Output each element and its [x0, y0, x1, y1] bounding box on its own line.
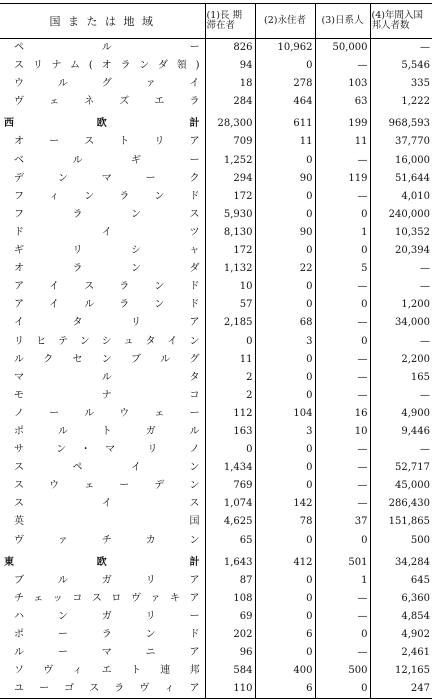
statistics-table: [0, 3, 432, 699]
long-term-cell: 57: [205, 296, 255, 314]
nikkei-cell: 63: [315, 93, 370, 111]
country-name: オ ー ス ト リ ア: [14, 136, 200, 148]
long-term-cell: 163: [205, 423, 255, 441]
annual-entries-cell: 6,360: [370, 590, 432, 608]
permanent-cell: 0: [255, 590, 315, 608]
permanent-cell: 0: [255, 242, 315, 260]
table-row: [0, 333, 432, 351]
long-term-cell: 1,252: [205, 152, 255, 170]
long-term-cell: 87: [205, 572, 255, 590]
country-name: ド イ ツ: [14, 226, 200, 238]
nikkei-cell: 37: [315, 513, 370, 531]
annual-entries-cell: 4,902: [370, 626, 432, 644]
long-term-cell: 0: [205, 441, 255, 459]
country-name: リヒテンシュタイン: [14, 335, 200, 347]
long-term-cell: 769: [205, 477, 255, 495]
annual-entries-cell: 2,200: [370, 351, 432, 369]
permanent-cell: 78: [255, 513, 315, 531]
permanent-cell: 0: [255, 608, 315, 626]
table-row: [0, 423, 432, 441]
nikkei-cell: —: [315, 608, 370, 626]
header-row: [0, 4, 432, 39]
annual-entries-cell: 4,010: [370, 188, 432, 206]
nikkei-cell: —: [315, 152, 370, 170]
subtotal-row: [0, 115, 432, 133]
long-term-cell: 284: [205, 93, 255, 111]
nikkei-cell: 0: [315, 206, 370, 224]
annual-entries-cell: 286,430: [370, 495, 432, 513]
table-body: [0, 39, 432, 699]
annual-entries-cell: 335: [370, 75, 432, 93]
table-row: [0, 242, 432, 260]
nikkei-cell: —: [315, 314, 370, 332]
permanent-cell: 0: [255, 532, 315, 550]
long-term-cell: 8,130: [205, 224, 255, 242]
country-name: ウ ル グ ァ イ: [14, 78, 200, 90]
table-row: [0, 459, 432, 477]
annual-entries-cell: —: [370, 333, 432, 351]
annual-entries-cell: 4,900: [370, 405, 432, 423]
country-name: ヴ ァ チ カ ン: [14, 534, 200, 546]
country-name: モ ナ コ: [14, 389, 200, 401]
country-name: ポ ル ト ガ ル: [14, 425, 200, 437]
annual-entries-cell: 37,770: [370, 133, 432, 151]
annual-entries-cell: 151,865: [370, 513, 432, 531]
long-term-cell: 0: [205, 333, 255, 351]
long-term-cell: 65: [205, 532, 255, 550]
table-row: [0, 369, 432, 387]
long-term-cell: 294: [205, 170, 255, 188]
permanent-cell: 104: [255, 405, 315, 423]
annual-entries-cell: 1,222: [370, 93, 432, 111]
country-name: イ タ リ ア: [14, 317, 200, 329]
nikkei-cell: 1: [315, 224, 370, 242]
permanent-cell: 0: [255, 206, 315, 224]
table-row: [0, 644, 432, 662]
annual-entries-cell: —: [370, 278, 432, 296]
nikkei-cell: —: [315, 188, 370, 206]
annual-entries-cell: 45,000: [370, 477, 432, 495]
long-term-cell: 584: [205, 662, 255, 680]
annual-entries-cell: 4,854: [370, 608, 432, 626]
long-term-cell: 1,074: [205, 495, 255, 513]
long-term-cell: 709: [205, 133, 255, 151]
annual-entries-cell: 240,000: [370, 206, 432, 224]
country-name: デ ン マ ー ク: [14, 172, 200, 184]
table-row: [0, 170, 432, 188]
nikkei-cell: 11: [315, 133, 370, 151]
annual-entries-cell: 1,200: [370, 296, 432, 314]
long-term-cell: 96: [205, 644, 255, 662]
permanent-cell: 3: [255, 333, 315, 351]
permanent-cell: 22: [255, 260, 315, 278]
nikkei-cell: 0: [315, 296, 370, 314]
country-name: フ ラ ン ス: [14, 208, 200, 220]
table-row: [0, 662, 432, 680]
annual-entries-cell: 9,446: [370, 423, 432, 441]
nikkei-cell: 5: [315, 260, 370, 278]
nikkei-cell: 50,000: [315, 39, 370, 58]
table-row: [0, 206, 432, 224]
nikkei-cell: 103: [315, 75, 370, 93]
annual-entries-cell: 247: [370, 680, 432, 699]
table-row: [0, 513, 432, 531]
permanent-cell: 278: [255, 75, 315, 93]
nikkei-cell: —: [315, 459, 370, 477]
long-term-cell: 826: [205, 39, 255, 58]
permanent-cell: 6: [255, 680, 315, 699]
permanent-cell: 0: [255, 152, 315, 170]
table-row: [0, 680, 432, 699]
permanent-cell: 3: [255, 423, 315, 441]
long-term-cell: 11: [205, 351, 255, 369]
country-name: ル ク セ ン ブ ル グ: [14, 353, 200, 365]
nikkei-cell: —: [315, 441, 370, 459]
country-name: ソ ヴ ィ エ ト 連 邦: [14, 665, 200, 677]
long-term-cell: 2: [205, 369, 255, 387]
annual-entries-cell: 52,717: [370, 459, 432, 477]
long-term-cell: 94: [205, 57, 255, 75]
long-term-cell: 1,434: [205, 459, 255, 477]
nikkei-cell: 1: [315, 572, 370, 590]
long-term-cell: 5,930: [205, 206, 255, 224]
long-term-cell: 172: [205, 188, 255, 206]
annual-entries-cell: 500: [370, 532, 432, 550]
table-row: [0, 532, 432, 550]
annual-entries-cell: 12,165: [370, 662, 432, 680]
nikkei-cell: —: [315, 57, 370, 75]
annual-entries-cell: 5,546: [370, 57, 432, 75]
annual-entries-cell: 968,593: [370, 115, 432, 133]
country-name: ペ ル ー: [14, 42, 200, 53]
header-permanent-residents: (2)永住者: [255, 4, 315, 39]
table-row: [0, 351, 432, 369]
annual-entries-cell: 34,284: [370, 554, 432, 572]
permanent-cell: 142: [255, 495, 315, 513]
country-name: ス ウ ェ ー デ ン: [14, 480, 200, 492]
table-row: [0, 188, 432, 206]
country-name: サ ン・マ リ ノ: [14, 444, 200, 456]
nikkei-cell: 0: [315, 680, 370, 699]
annual-entries-cell: 16,000: [370, 152, 432, 170]
nikkei-cell: 0: [315, 532, 370, 550]
permanent-cell: 0: [255, 369, 315, 387]
country-name: ギ リ シ ャ: [14, 245, 200, 257]
country-name: ハ ン ガ リ ー: [14, 610, 200, 622]
table-row: [0, 296, 432, 314]
nikkei-cell: —: [315, 351, 370, 369]
permanent-cell: 0: [255, 351, 315, 369]
long-term-cell: 2,185: [205, 314, 255, 332]
country-name: 西 欧 計: [4, 118, 200, 130]
country-name: ヴ ェ ネ ズ エ ラ: [14, 96, 200, 108]
permanent-cell: 0: [255, 644, 315, 662]
header-nikkei: (3)日系人: [315, 4, 370, 39]
nikkei-cell: —: [315, 644, 370, 662]
table-row: [0, 133, 432, 151]
country-name: ス ペ イ ン: [14, 462, 200, 474]
country-name: ア イ ス ラ ン ド: [14, 281, 200, 293]
table-row: [0, 152, 432, 170]
nikkei-cell: —: [315, 387, 370, 405]
long-term-cell: 10: [205, 278, 255, 296]
annual-entries-cell: —: [370, 260, 432, 278]
permanent-cell: 0: [255, 387, 315, 405]
country-name: ノ ー ル ウ ェ ー: [14, 407, 200, 419]
annual-entries-cell: 2,461: [370, 644, 432, 662]
permanent-cell: 412: [255, 554, 315, 572]
header-annual-entries: (4)年間入国 邦人者数: [370, 4, 432, 39]
permanent-cell: 0: [255, 572, 315, 590]
long-term-cell: 1,132: [205, 260, 255, 278]
nikkei-cell: —: [315, 369, 370, 387]
table-row: [0, 224, 432, 242]
nikkei-cell: —: [315, 477, 370, 495]
country-name: ポ ー ラ ン ド: [14, 629, 200, 640]
annual-entries-cell: 20,394: [370, 242, 432, 260]
nikkei-cell: 0: [315, 333, 370, 351]
country-name: 東 欧 計: [4, 556, 200, 568]
long-term-cell: 202: [205, 626, 255, 644]
annual-entries-cell: 645: [370, 572, 432, 590]
permanent-cell: 11: [255, 133, 315, 151]
long-term-cell: 110: [205, 680, 255, 699]
nikkei-cell: —: [315, 278, 370, 296]
long-term-cell: 108: [205, 590, 255, 608]
annual-entries-cell: 165: [370, 369, 432, 387]
country-name: マ ル タ: [14, 371, 200, 383]
nikkei-cell: 10: [315, 423, 370, 441]
table-row: [0, 626, 432, 644]
nikkei-cell: 0: [315, 242, 370, 260]
permanent-cell: 90: [255, 170, 315, 188]
country-name: オ ラ ン ダ: [14, 263, 200, 275]
table-row: [0, 405, 432, 423]
permanent-cell: 0: [255, 459, 315, 477]
table-row: [0, 57, 432, 75]
country-name: チェッコスロヴァキア: [14, 592, 200, 604]
nikkei-cell: 199: [315, 115, 370, 133]
nikkei-cell: 501: [315, 554, 370, 572]
nikkei-cell: 119: [315, 170, 370, 188]
permanent-cell: 6: [255, 626, 315, 644]
permanent-cell: 0: [255, 57, 315, 75]
long-term-cell: 18: [205, 75, 255, 93]
country-name: 英 国: [14, 516, 200, 528]
country-name: スリナム(オランダ領): [14, 60, 200, 72]
long-term-cell: 172: [205, 242, 255, 260]
permanent-cell: 0: [255, 441, 315, 459]
table-row: [0, 75, 432, 93]
long-term-cell: 69: [205, 608, 255, 626]
nikkei-cell: 0: [315, 626, 370, 644]
header-long-term-residents: (1)長 期 滞在者: [205, 4, 255, 39]
table-row: [0, 278, 432, 296]
table-row: [0, 608, 432, 626]
permanent-cell: 0: [255, 296, 315, 314]
long-term-cell: 1,643: [205, 554, 255, 572]
country-name: ア イ ル ラ ン ド: [14, 299, 200, 311]
permanent-cell: 0: [255, 278, 315, 296]
permanent-cell: 464: [255, 93, 315, 111]
table-row: [0, 477, 432, 495]
permanent-cell: 68: [255, 314, 315, 332]
country-name: ル ー マ ニ ア: [14, 647, 200, 659]
country-name: フ ィ ン ラ ン ド: [14, 190, 200, 202]
permanent-cell: 0: [255, 477, 315, 495]
country-name: ベ ル ギ ー: [14, 154, 200, 166]
annual-entries-cell: —: [370, 387, 432, 405]
country-name: ユ ー ゴ ス ラ ヴ ィ ア: [0, 680, 205, 699]
table-row: [0, 39, 432, 58]
table-row: [0, 387, 432, 405]
annual-entries-cell: —: [370, 441, 432, 459]
permanent-cell: 90: [255, 224, 315, 242]
nikkei-cell: 500: [315, 662, 370, 680]
annual-entries-cell: —: [370, 39, 432, 58]
table-row: [0, 260, 432, 278]
permanent-cell: 611: [255, 115, 315, 133]
permanent-cell: 10,962: [255, 39, 315, 58]
subtotal-row: [0, 554, 432, 572]
nikkei-cell: 16: [315, 405, 370, 423]
country-name: ブ ル ガ リ ア: [14, 574, 200, 586]
table-row: [0, 314, 432, 332]
nikkei-cell: —: [315, 590, 370, 608]
long-term-cell: 2: [205, 387, 255, 405]
table-row: [0, 441, 432, 459]
header-country: 国 ま た は 地 域: [0, 4, 205, 39]
permanent-cell: 400: [255, 662, 315, 680]
annual-entries-cell: 51,644: [370, 170, 432, 188]
country-name: ス イ ス: [14, 498, 200, 510]
nikkei-cell: —: [315, 495, 370, 513]
annual-entries-cell: 10,352: [370, 224, 432, 242]
table-row: [0, 572, 432, 590]
table-row: [0, 93, 432, 111]
long-term-cell: 112: [205, 405, 255, 423]
annual-entries-cell: 34,000: [370, 314, 432, 332]
table-row: [0, 590, 432, 608]
long-term-cell: 4,625: [205, 513, 255, 531]
permanent-cell: 0: [255, 188, 315, 206]
long-term-cell: 28,300: [205, 115, 255, 133]
table-row: [0, 495, 432, 513]
